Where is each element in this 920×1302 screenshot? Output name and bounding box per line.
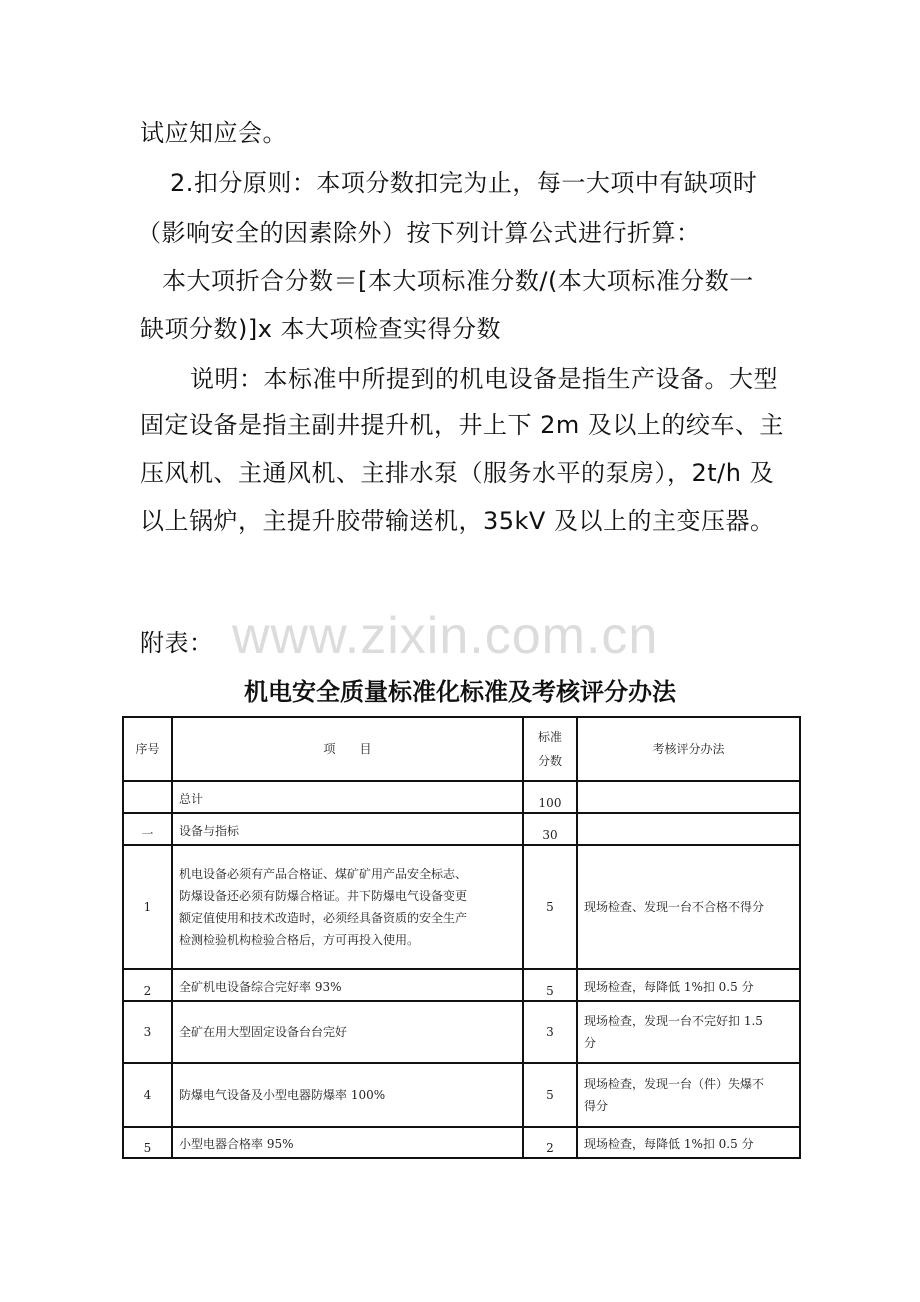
cell-item: 小型电器合格率 95% <box>172 1127 523 1158</box>
cell-no: 2 <box>123 969 172 1001</box>
body-line: 说明：本标准中所提到的机电设备是指生产设备。大型 <box>190 365 778 393</box>
cell-no: 5 <box>123 1127 172 1158</box>
cell-score: 100 <box>523 781 577 813</box>
formula-line: 缺项分数)]x 本大项检查实得分数 <box>140 315 502 343</box>
table-row <box>123 813 800 845</box>
formula-line: 本大项折合分数＝[本大项标准分数/(本大项标准分数一 <box>162 267 754 295</box>
cell-score: 5 <box>523 1063 577 1127</box>
table-row <box>123 969 800 1001</box>
body-line: 以上锅炉，主提升胶带输送机，35kV 及以上的主变压器。 <box>140 507 775 535</box>
cell-score: 3 <box>523 1001 577 1063</box>
cell-item: 防爆电气设备及小型电器防爆率 100% <box>172 1063 523 1127</box>
cell-method: 现场检查，发现一台不完好扣 1.5 分 <box>577 1001 800 1063</box>
cell-no: 4 <box>123 1063 172 1127</box>
cell-no: 1 <box>123 845 172 969</box>
table-row <box>123 1127 800 1158</box>
table-row <box>123 1063 800 1127</box>
table-row <box>123 845 800 969</box>
appendix-label: 附表： <box>140 629 214 657</box>
cell-method: 现场检查，每降低 1%扣 0.5 分 <box>577 1127 800 1158</box>
body-line: 试应知应会。 <box>140 119 287 147</box>
cell-item: 全矿在用大型固定设备台台完好 <box>172 1001 523 1063</box>
body-line: 压风机、主通风机、主排水泵（服务水平的泵房），2t/h 及 <box>140 459 775 487</box>
header-method: 考核评分办法 <box>577 717 800 781</box>
body-line: 2.扣分原则：本项分数扣完为止，每一大项中有缺项时 <box>170 169 758 197</box>
body-line: （影响安全的因素除外）按下列计算公式进行折算： <box>137 219 701 247</box>
cell-score: 5 <box>523 845 577 969</box>
cell-method: 现场检查、发现一台不合格不得分 <box>577 845 800 969</box>
cell-score: 2 <box>523 1127 577 1158</box>
cell-method <box>577 813 800 845</box>
cell-method: 现场检查，每降低 1%扣 0.5 分 <box>577 969 800 1001</box>
cell-item: 设备与指标 <box>172 813 523 845</box>
table-row <box>123 1001 800 1063</box>
header-no: 序号 <box>123 717 172 781</box>
cell-item: 机电设备必须有产品合格证、煤矿矿用产品安全标志、 防爆设备还必须有防爆合格证。井下防爆电气设备变更 额定值使用和技术改造时，必须经具备资质的安全生产 检测检验机构检验合格后，方可再投入使用。 <box>172 845 523 969</box>
cell-method <box>577 781 800 813</box>
cell-no: 3 <box>123 1001 172 1063</box>
body-line: 固定设备是指主副井提升机，井上下 2m 及以上的绞车、主 <box>140 411 784 439</box>
cell-score: 5 <box>523 969 577 1001</box>
table-title: 机电安全质量标准化标准及考核评分办法 <box>244 678 676 706</box>
cell-no <box>123 781 172 813</box>
header-item: 项 目 <box>172 717 523 781</box>
cell-method: 现场检查，发现一台（件）失爆不 得分 <box>577 1063 800 1127</box>
cell-no: 一 <box>123 813 172 845</box>
header-score: 标准 分数 <box>523 717 577 781</box>
cell-score: 30 <box>523 813 577 845</box>
cell-item: 全矿机电设备综合完好率 93% <box>172 969 523 1001</box>
table-header-row <box>123 717 800 781</box>
cell-item: 总计 <box>172 781 523 813</box>
table-row <box>123 781 800 813</box>
scoring-table <box>122 716 801 1159</box>
watermark-text: www.zixin.com.cn <box>232 607 659 665</box>
